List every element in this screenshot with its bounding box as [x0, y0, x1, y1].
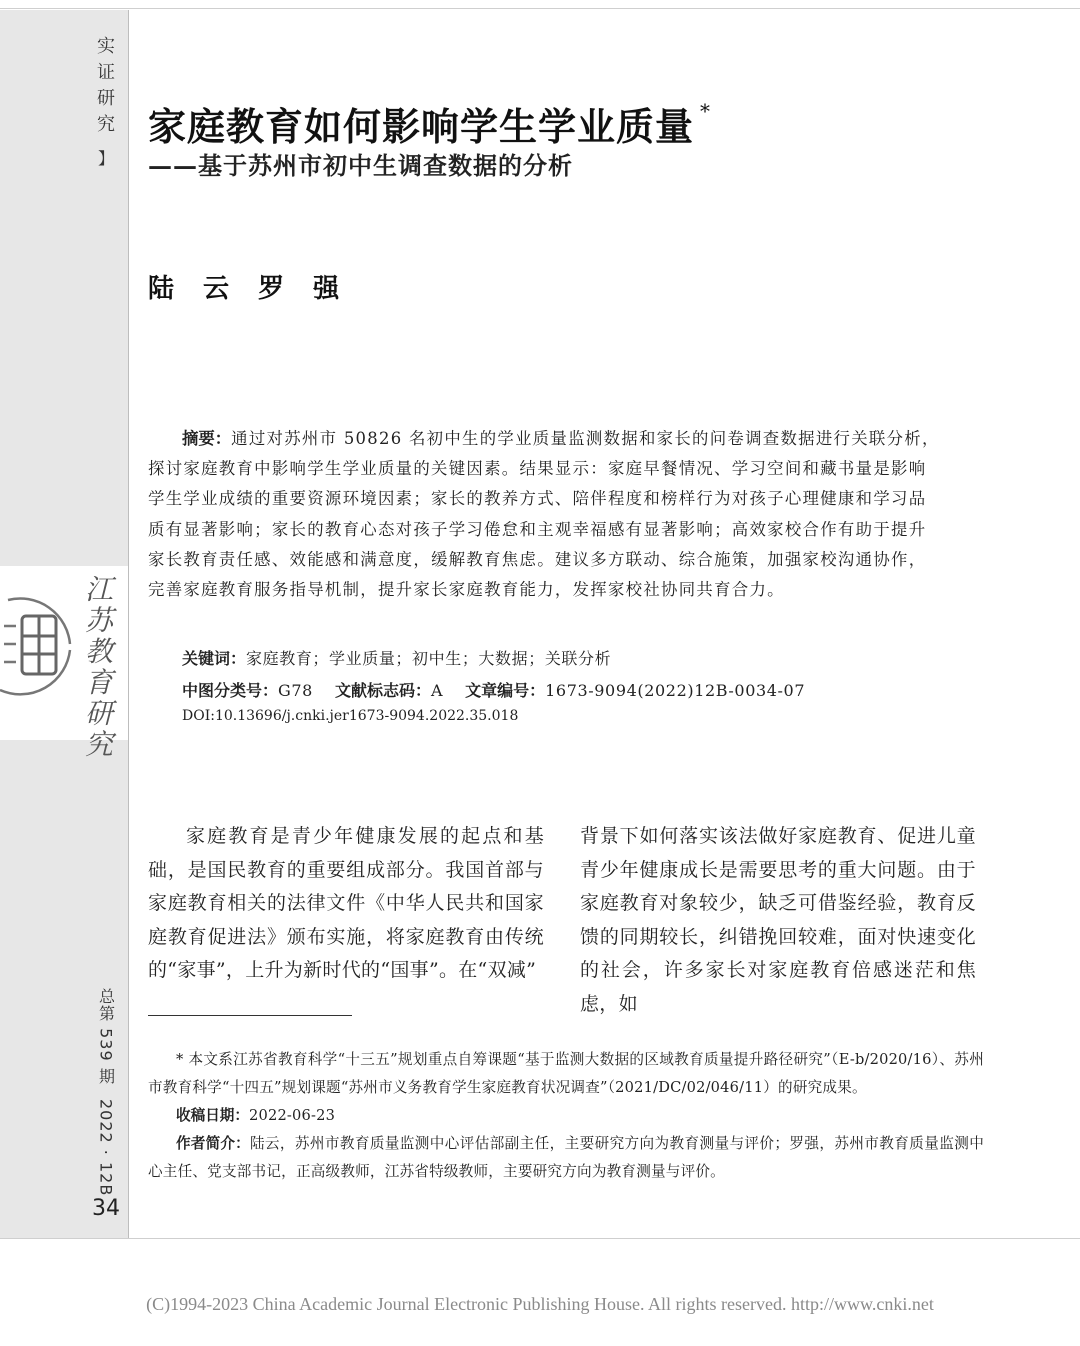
issue-total: 总第 539 期 [96, 988, 116, 1085]
section-char: 究 [97, 114, 115, 135]
section-bracket: 】 [97, 149, 114, 168]
footnotes [148, 1046, 984, 1186]
logo-char: 育 [84, 666, 113, 699]
issue-year: 2022 · 12B [96, 1098, 116, 1197]
clc-value: G78 [278, 681, 313, 700]
journal-logo-text [76, 574, 122, 760]
title-footnote-mark: * [700, 99, 712, 123]
section-label [92, 34, 120, 172]
bottom-rule [0, 1238, 1080, 1239]
received-date [148, 1102, 984, 1130]
copyright-notice: (C)1994-2023 China Academic Journal Electronic Publishing House. All rights reserved. http://www.cnki.net [146, 1294, 934, 1314]
doc-code-value: A [430, 681, 444, 700]
keywords-label: 关键词： [182, 649, 247, 668]
journal-logo [0, 566, 128, 761]
received-label: 收稿日期： [176, 1107, 249, 1124]
body-right-column: 背景下如何落实该法做好家庭教育、促进儿童青少年健康成长是需要思考的重大问题。由于家庭教育对象较少，缺乏可借鉴经验，教育反馈的同期较长，纠错挽回较难，面对快速变化的社会，许多家长对家庭教育倍感迷茫和焦虑，如 [580, 825, 976, 1015]
abstract-text: 通过对苏州市 50826 名初中生的学业质量监测数据和家长的问卷调查数据进行关联分析，探讨家庭教育中影响学生学业质量的关键因素。结果显示：家庭早餐情况、学习空间和藏书量是影响学生学业成绩的重要资源环境因素；家长的教养方式、陪伴程度和榜样行为对孩子心理健康和学习品质有显著影响；家长的教育心态对孩子学习倦怠和主观幸福感有显著影响；高效家校合作有助于提升家长教育责任感、效能感和满意度，缓解教育焦虑。建议多方联动、综合施策，加强家校沟通协作，完善家庭教育服务指导机制，提升家长家庭教育能力，发挥家校社协同共育合力。 [148, 429, 940, 600]
funding-note: * 本文系江苏省教育科学“十三五”规划重点自筹课题“基于监测大数据的区域教育质量提升路径研究”（E-b/2020/16）、苏州市教育科学“十四五”规划课题“苏州市义务教育学生家庭教育状况调查”（2021/DC/02/046/11）的研究成果。 [148, 1051, 984, 1096]
article-title [148, 96, 711, 151]
section-char: 实 [97, 36, 115, 57]
article-subtitle: ——基于苏州市初中生调查数据的分析 [148, 151, 573, 180]
author-bio [148, 1130, 984, 1186]
article-number-label: 文章编号： [465, 681, 546, 700]
bio-text: 陆云，苏州市教育质量监测中心评估部副主任，主要研究方向为教育测量与评价；罗强，苏州市教育质量监测中心主任、党支部书记，正高级教师，江苏省特级教师，主要研究方向为教育测量与评价。 [148, 1135, 984, 1180]
body-left-column: 家庭教育是青少年健康发展的起点和基础，是国民教育的重要组成部分。我国首部与家庭教育相关的法律文件《中华人民共和国家庭教育促进法》颁布实施，将家庭教育由传统的“家事”，上升为新时代的“国事”。在“双减” [148, 825, 544, 981]
bio-label: 作者简介： [176, 1135, 250, 1152]
sidebar-edge [128, 10, 129, 1238]
abstract [148, 424, 940, 605]
clc-label: 中图分类号： [182, 681, 279, 700]
keywords [182, 646, 611, 669]
logo-char: 江 [84, 573, 113, 606]
logo-char: 研 [84, 697, 113, 730]
article-title-text: 家庭教育如何影响学生学业质量 [148, 104, 695, 149]
issue-info [92, 988, 120, 1196]
received-value: 2022-06-23 [248, 1107, 336, 1124]
section-char: 研 [97, 88, 115, 109]
article-number-value: 1673-9094(2022)12B-0034-07 [545, 681, 806, 700]
top-rule [0, 8, 1080, 9]
journal-seal-icon [0, 586, 74, 706]
page-number: 34 [92, 1196, 120, 1221]
authors: 陆 云 罗 强 [148, 274, 350, 304]
keywords-text: 家庭教育；学业质量；初中生；大数据；关联分析 [246, 649, 612, 668]
logo-char: 究 [84, 728, 113, 761]
abstract-label: 摘要： [182, 429, 232, 448]
classification [182, 678, 827, 701]
logo-char: 苏 [84, 604, 113, 637]
footnote-rule [148, 1015, 352, 1016]
doi: DOI:10.13696/j.cnki.jer1673-9094.2022.35.018 [182, 708, 519, 724]
doc-code-label: 文献标志码： [334, 681, 431, 700]
section-char: 证 [97, 62, 115, 83]
logo-char: 教 [84, 635, 113, 668]
